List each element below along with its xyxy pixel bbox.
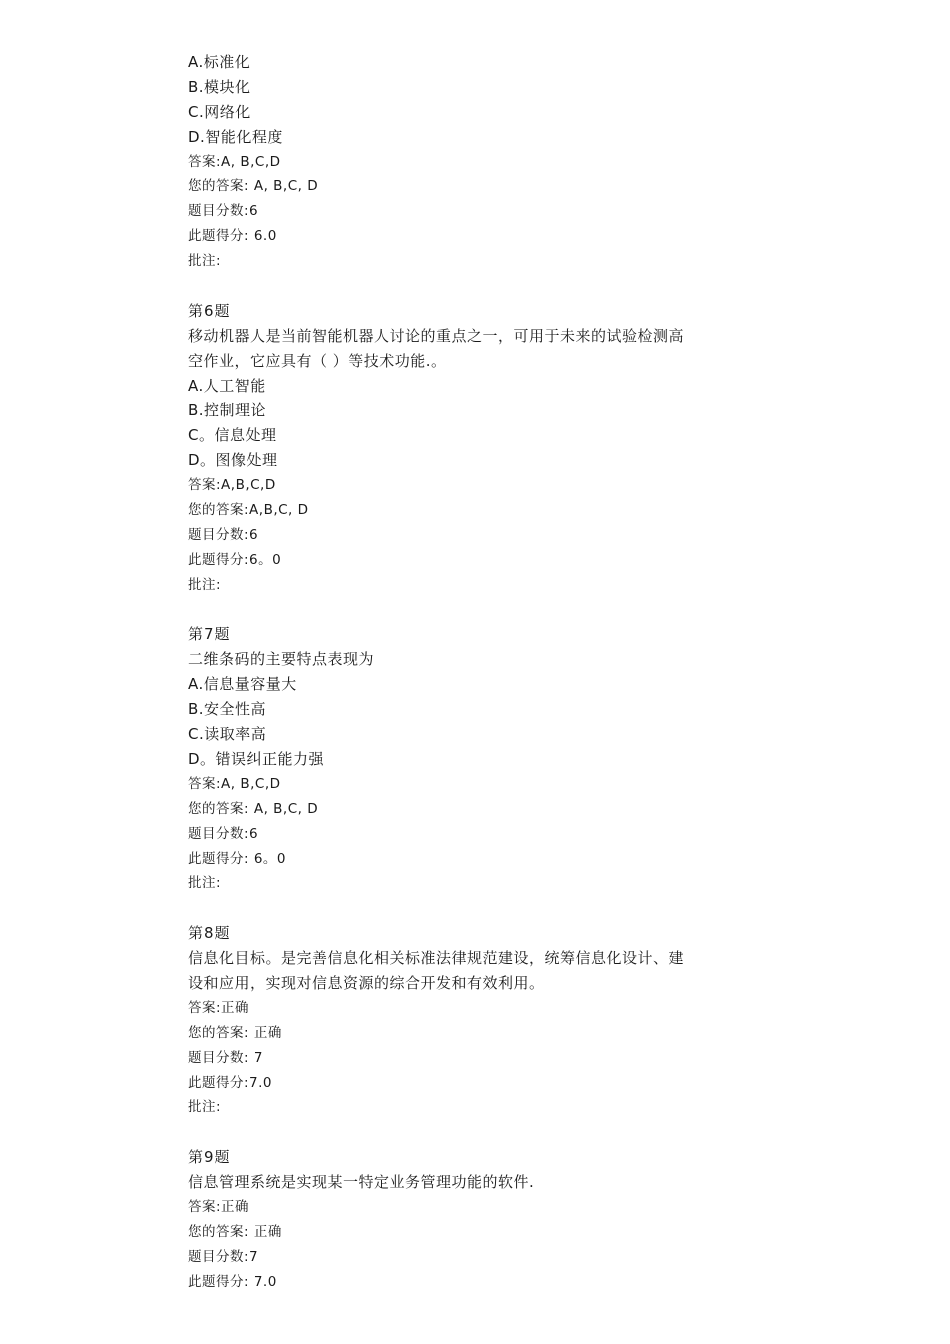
- earned-score: 此题得分: 6。0: [188, 850, 287, 867]
- option-c: C.网络化: [188, 102, 251, 121]
- note-label: 批注:: [188, 1099, 222, 1116]
- question-8-block: [188, 921, 768, 1120]
- earned-score: 此题得分: 6.0: [188, 228, 277, 245]
- option-c: C.读取率高: [188, 725, 267, 744]
- your-answer: 您的答案: A, B,C, D: [188, 178, 319, 195]
- option-a: A.标准化: [188, 53, 251, 71]
- option-d: D。图像处理: [188, 451, 278, 470]
- question-score: 题目分数:6: [188, 825, 259, 842]
- question-6-block: [188, 299, 768, 598]
- question-stem-line-1: 移动机器人是当前智能机器人讨论的重点之一，可用于未来的试验检测高: [188, 326, 685, 345]
- earned-score: 此题得分:7.0: [188, 1074, 273, 1091]
- question-stem: 信息管理系统是实现某一特定业务管理功能的软件.: [188, 1173, 535, 1192]
- question-score: 题目分数:6: [188, 526, 259, 543]
- exam-results-page: [188, 50, 768, 1295]
- your-answer: 您的答案: 正确: [188, 1024, 282, 1041]
- correct-answer: 答案:A,B,C,D: [188, 477, 276, 494]
- your-answer: 您的答案: A, B,C, D: [188, 800, 319, 817]
- note-label: 批注:: [188, 576, 222, 593]
- spacer: [188, 598, 768, 623]
- spacer: [188, 896, 768, 921]
- correct-answer: 答案:A, B,C,D: [188, 153, 281, 170]
- spacer: [188, 274, 768, 299]
- your-answer: 您的答案:A,B,C, D: [188, 502, 309, 519]
- note-label: 批注:: [188, 875, 222, 892]
- earned-score: 此题得分: 7.0: [188, 1273, 277, 1290]
- question-5-block: [188, 50, 768, 274]
- note-label: 批注:: [188, 253, 222, 270]
- your-answer: 您的答案: 正确: [188, 1223, 282, 1240]
- option-a: A.信息量容量大: [188, 675, 297, 694]
- spacer: [188, 1120, 768, 1145]
- question-stem: 二维条码的主要特点表现为: [188, 650, 375, 669]
- earned-score: 此题得分:6。0: [188, 551, 282, 568]
- question-9-block: [188, 1145, 768, 1294]
- question-stem-line-1: 信息化目标。是完善信息化相关标准法律规范建设，统筹信息化设计、建: [188, 949, 685, 968]
- correct-answer: 答案:正确: [188, 1198, 250, 1215]
- question-7-block: [188, 622, 768, 896]
- question-stem-line-2: 设和应用，实现对信息资源的综合开发和有效利用。: [188, 973, 545, 992]
- correct-answer: 答案:正确: [188, 999, 250, 1016]
- option-b: B.安全性高: [188, 700, 267, 719]
- option-d: D.智能化程度: [188, 127, 283, 146]
- question-score: 题目分数:7: [188, 1248, 259, 1265]
- question-title: 第6题: [188, 301, 231, 320]
- correct-answer: 答案:A, B,C,D: [188, 775, 281, 792]
- option-a: A.人工智能: [188, 376, 266, 395]
- question-title: 第9题: [188, 1148, 231, 1167]
- question-score: 题目分数:6: [188, 203, 259, 220]
- question-score: 题目分数: 7: [188, 1049, 263, 1066]
- option-d: D。错误纠正能力强: [188, 749, 325, 768]
- question-title: 第7题: [188, 625, 231, 644]
- option-b: B.控制理论: [188, 401, 267, 420]
- question-title: 第8题: [188, 924, 231, 943]
- option-b: B.模块化: [188, 77, 251, 96]
- option-c: C。信息处理: [188, 426, 277, 445]
- question-stem-line-2: 空作业，它应具有（ ）等技术功能.。: [188, 351, 447, 370]
